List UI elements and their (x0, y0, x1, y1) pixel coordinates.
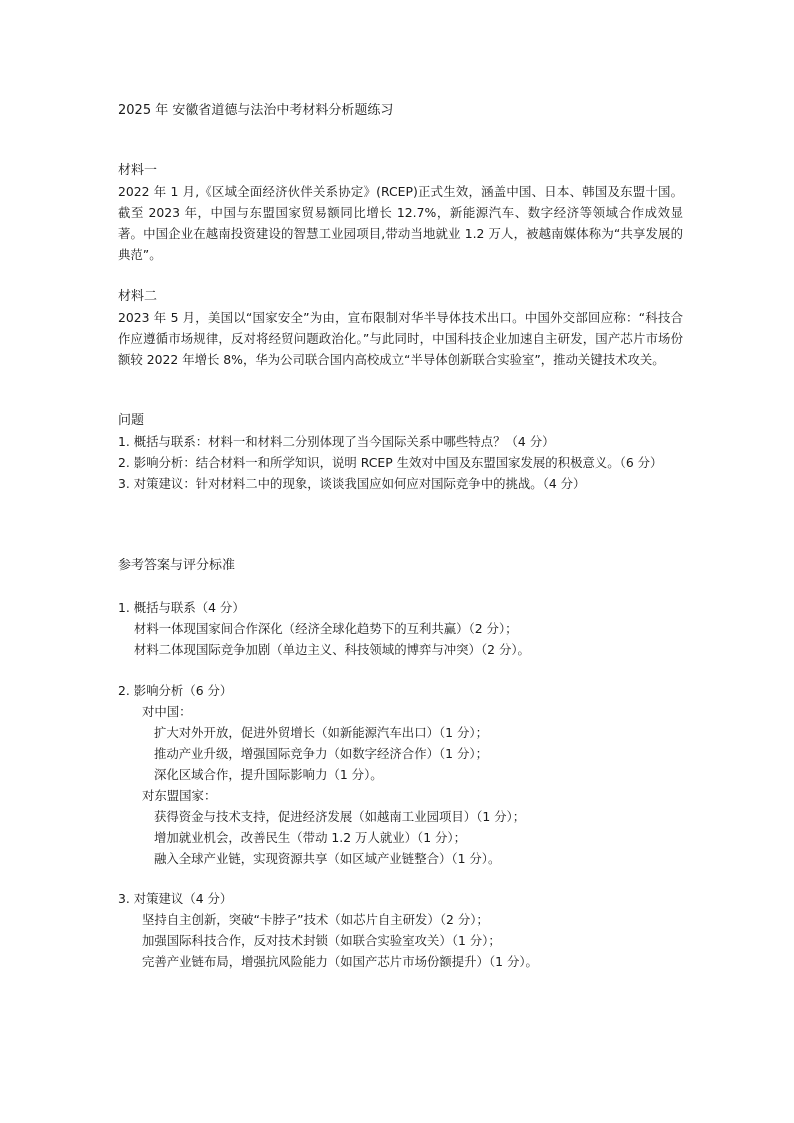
answer-1-line-1: 材料一体现国家间合作深化（经济全球化趋势下的互利共赢）（2 分）； (134, 621, 518, 636)
answer-3-title: 3. 对策建议（4 分） (118, 891, 233, 906)
answer-1-title: 1. 概括与联系（4 分） (118, 600, 245, 615)
material-two-heading: 材料二 (118, 289, 158, 304)
answer-2-china-line-1: 扩大对外开放，促进外贸增长（如新能源汽车出口）（1 分）； (154, 725, 488, 740)
questions-heading: 问题 (118, 413, 145, 428)
answer-2-china-label: 对中国： (142, 704, 192, 719)
answer-2-asean-line-2: 增加就业机会，改善民生（带动 1.2 万人就业）（1 分）； (154, 830, 466, 845)
questions-section (118, 410, 683, 494)
answer-2-asean-line-1: 获得资金与技术支持，促进经济发展（如越南工业园项目）（1 分）； (154, 809, 526, 824)
material-one (118, 160, 683, 265)
answers-heading-block (118, 555, 683, 576)
question-3: 3. 对策建议：针对材料二中的现象，谈谈我国应如何应对国际竞争中的挑战。（4 分） (118, 476, 586, 491)
question-2: 2. 影响分析：结合材料一和所学知识，说明 RCEP 生效对中国及东盟国家发展的积极意义。（6 分） (118, 455, 663, 470)
material-one-text: 2022 年 1 月,《区域全面经济伙伴关系协定》(RCEP)正式生效，涵盖中国、日本、韩国及东盟十国。截至 2023 年，中国与东盟国家贸易额同比增长 12.7%，新能源汽车、数字经济等领域合作成效显著。中国企业在越南投资建设的智慧工业园项目,带动当地就业 1.2 万人，被越南媒体称为“共享发展的典范”。 (118, 184, 683, 262)
answer-2-asean-line-3: 融入全球产业链，实现资源共享（如区域产业链整合）（1 分）。 (154, 851, 501, 866)
answer-2-title: 2. 影响分析（6 分） (118, 683, 233, 698)
answer-2-china-line-2: 推动产业升级，增强国际竞争力（如数字经济合作）（1 分）； (154, 746, 488, 761)
answer-1-line-2: 材料二体现国际竞争加剧（单边主义、科技领域的博弈与冲突）（2 分）。 (134, 642, 530, 657)
answer-3-line-1: 坚持自主创新，突破“卡脖子”技术（如芯片自主研发）（2 分）； (142, 912, 489, 927)
answer-3-line-3: 完善产业链布局，增强抗风险能力（如国产芯片市场份额提升）（1 分）。 (142, 954, 538, 969)
answer-2 (118, 680, 683, 869)
document-title: 2025 年 安徽省道德与法治中考材料分析题练习 (118, 103, 394, 118)
answer-2-asean-label: 对东盟国家： (142, 788, 217, 803)
material-one-heading: 材料一 (118, 163, 158, 178)
answer-3 (118, 888, 683, 972)
answer-1 (118, 597, 683, 660)
answer-3-line-2: 加强国际科技合作，反对技术封锁（如联合实验室攻关）（1 分）； (142, 933, 501, 948)
question-1: 1. 概括与联系：材料一和材料二分别体现了当今国际关系中哪些特点？（4 分） (118, 434, 555, 449)
material-two-text: 2023 年 5 月，美国以“国家安全”为由，宣布限制对华半导体技术出口。中国外交部回应称：“科技合作应遵循市场规律，反对将经贸问题政治化。”与此同时，中国科技企业加速自主研发，国产芯片市场份额较 2022 年增长 8%，华为公司联合国内高校成立“半导体创新联合实验室”，推动关键技术攻关。 (118, 310, 683, 367)
answers-heading: 参考答案与评分标准 (118, 558, 236, 573)
material-two (118, 286, 683, 370)
answer-2-china-line-3: 深化区域合作，提升国际影响力（1 分）。 (154, 767, 383, 782)
